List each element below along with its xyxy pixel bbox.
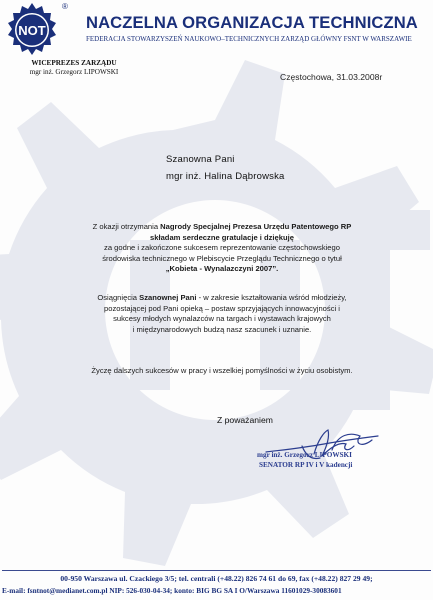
body-paragraph-1	[52, 222, 392, 275]
salutation-line-1: Szanowna Pani	[166, 154, 235, 165]
vice-president-title: WICEPREZES ZARZĄDU	[31, 59, 117, 67]
text-run: - w zakresie kształtowania wśród młodzieży,	[196, 293, 347, 302]
not-logo-icon	[4, 2, 60, 58]
paragraph-line: za godne i zakończone sukcesem reprezentowanie częstochowskiego	[104, 243, 340, 252]
paragraph-line: sukcesy młodych wynalazców na targach i wystawach krajowych	[113, 314, 331, 323]
paragraph-line	[52, 222, 392, 233]
paragraph-line: środowiska technicznego w Plebiscycie Przeglądu Technicznego o tytuł	[102, 253, 342, 263]
salutation-line-2: mgr inż. Halina Dąbrowska	[166, 171, 285, 182]
signatory-name: mgr inż. Grzegorz LIPOWSKI	[257, 451, 352, 459]
svg-text:NOT: NOT	[18, 23, 46, 38]
text-run: Osiągnięcia	[97, 293, 140, 302]
paragraph-line: pozostającej pod Pani opieką – postaw sprzyjających innowacyjności i	[104, 303, 340, 313]
contest-title: „Kobieta - Wynalazczyni 2007”.	[165, 264, 279, 273]
footer-divider	[2, 570, 431, 571]
paragraph-line: składam serdeczne gratulacje i dziękuję	[150, 232, 294, 242]
award-name: Nagrody Specjalnej Prezesa Urzędu Patentowego RP	[160, 222, 352, 231]
paragraph-line	[52, 293, 392, 304]
letter-date: Częstochowa, 31.03.2008r	[280, 72, 383, 82]
signatory-role: SENATOR RP IV i V kadencji	[259, 461, 353, 469]
paragraph-line: i międzynarodowych budzą nasz szacunek i uznanie.	[132, 324, 312, 334]
footer-contact: E-mail: fsntnot@medianet.com.pl NIP: 526-030-04-34; konto: BIG BG SA I O/Warszawa 11601029-30083601	[2, 586, 342, 595]
vice-president-name: mgr inż. Grzegorz LIPOWSKI	[29, 68, 119, 76]
footer-address: 00-950 Warszawa ul. Czackiego 3/5; tel. centrali (+48.22) 826 74 61 do 69, fax (+48.22) 827 29 49;	[60, 574, 373, 583]
registered-mark: ®	[62, 2, 68, 11]
closing-phrase: Z poważaniem	[217, 415, 273, 425]
organization-subtitle: FEDERACJA STOWARZYSZEŃ NAUKOWO–TECHNICZNYCH ZARZĄD GŁÓWNY FSNT W WARSZAWIE	[86, 35, 412, 43]
paragraph-line: Życzę dalszych sukcesów w pracy i wszelkiej pomyślności w życiu osobistym.	[91, 366, 353, 375]
organization-title: NACZELNA ORGANIZACJA TECHNICZNA	[86, 13, 418, 32]
emphasis-text: Szanownej Pani	[139, 293, 197, 302]
text-run: Z okazji otrzymania	[92, 222, 161, 231]
body-paragraph-3	[52, 366, 392, 377]
body-paragraph-2	[52, 293, 392, 335]
